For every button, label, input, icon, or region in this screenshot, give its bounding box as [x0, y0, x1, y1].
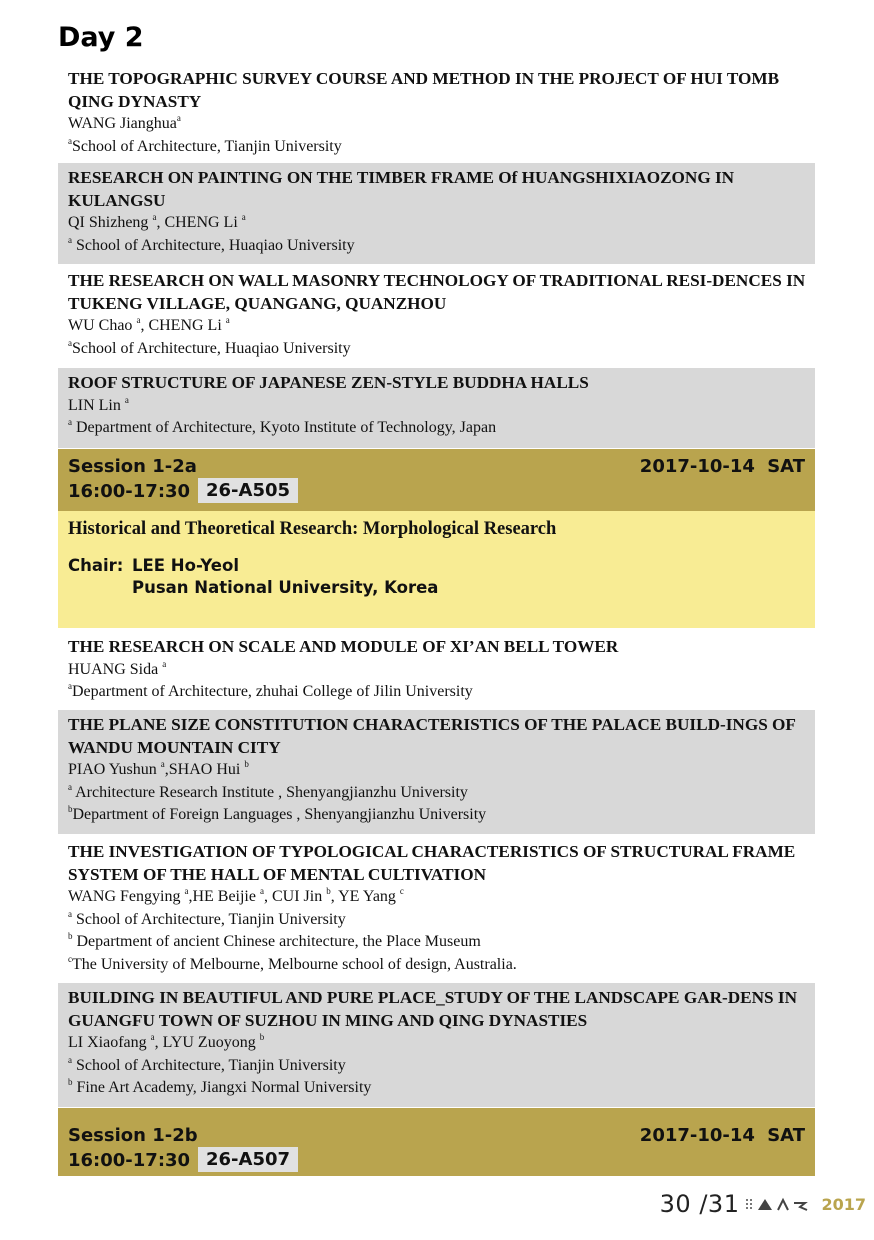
paper-authors: HUANG Sida $^a$: [68, 658, 167, 678]
paper-affiliation: $^a$ School of Architecture, Tianjin University: [68, 908, 346, 928]
paper-authors: QI Shizheng $^a$, CHENG Li $^a$: [68, 212, 246, 231]
session-time: 16:00-17:30: [68, 1150, 191, 1171]
paper-title: THE RESEARCH ON SCALE AND MODULE OF XI’AN BELL TOWER: [68, 637, 619, 656]
paper-entry: [58, 632, 815, 708]
conference-logo-icon: [745, 1193, 866, 1215]
paper-title: THE RESEARCH ON WALL MASONRY TECHNOLOGY OF TRADITIONAL RESI-DENCES IN TUKENG VILLAGE, QUANGANG, QUANZHOU: [68, 271, 806, 313]
paper-entry: [58, 983, 815, 1107]
paper-affiliation: $^c$The University of Melbourne, Melbourne school of design, Australia.: [68, 953, 517, 973]
paper-authors: WANG Jianghua$^a$: [68, 113, 181, 132]
session-name: Session 1-2b: [68, 1125, 198, 1146]
paper-authors: LIN Lin $^a$: [68, 394, 129, 414]
paper-authors: LI Xiaofang $^a$, LYU Zuoyong $^b$: [68, 1032, 265, 1051]
paper-authors: WU Chao $^a$, CHENG Li $^a$: [68, 315, 230, 334]
paper-authors: WANG Fengying $^a$,HE Beijie $^a$, CUI Jin $^b$, YE Yang $^c$: [68, 886, 404, 905]
session-date: 2017-10-14 SAT: [639, 1125, 805, 1146]
paper-affiliation: $^a$ School of Architecture, Huaqiao University: [68, 234, 355, 254]
page-number: 30 /31: [659, 1190, 740, 1218]
paper-entry: [58, 710, 815, 834]
chair-label: Chair:: [68, 556, 124, 575]
paper-affiliation: $^a$Department of Architecture, zhuhai College of Jilin University: [68, 681, 473, 700]
session-header-a: [58, 449, 815, 511]
topic-title: Historical and Theoretical Research: Morphological Research: [68, 519, 557, 539]
chair-name: LEE Ho-Yeol: [132, 556, 239, 575]
paper-title: THE TOPOGRAPHIC SURVEY COURSE AND METHOD IN THE PROJECT OF HUI TOMB QING DYNASTY: [68, 69, 780, 111]
room-tag: 26-A507: [198, 1147, 298, 1172]
paper-affiliation: $^a$School of Architecture, Huaqiao University: [68, 337, 351, 357]
paper-affiliation: $^b$ Fine Art Academy, Jiangxi Normal University: [68, 1077, 372, 1096]
paper-affiliation: $^b$Department of Foreign Languages , Shenyangjianzhu University: [68, 804, 487, 823]
paper-affiliation: $^a$ Architecture Research Institute , Shenyangjianzhu University: [68, 781, 468, 801]
room-tag: 26-A505: [198, 478, 298, 503]
paper-affiliation: $^a$School of Architecture, Tianjin University: [68, 135, 342, 155]
session-topic: [58, 511, 815, 628]
page-footer: [660, 1188, 866, 1220]
paper-entry: [58, 64, 815, 160]
chair-affiliation: Pusan National University, Korea: [132, 578, 439, 597]
session-date: 2017-10-14 SAT: [639, 456, 805, 477]
footer-year: 2017: [821, 1194, 866, 1214]
paper-entry: [58, 368, 815, 448]
paper-affiliation: $^b$ Department of ancient Chinese architecture, the Place Museum: [68, 931, 481, 950]
session-time: 16:00-17:30: [68, 481, 191, 502]
paper-affiliation: $^a$ School of Architecture, Tianjin University: [68, 1054, 346, 1074]
paper-entry: [58, 837, 815, 981]
paper-authors: PIAO Yushun $^a$,SHAO Hui $^b$: [68, 759, 249, 778]
day-title: Day 2: [58, 22, 144, 53]
paper-title: BUILDING IN BEAUTIFUL AND PURE PLACE_STUDY OF THE LANDSCAPE GAR-DENS IN GUANGFU TOWN OF SUZHOU IN MING AND QING DYNASTIES: [68, 988, 797, 1030]
paper-title: ROOF STRUCTURE OF JAPANESE ZEN-STYLE BUDDHA HALLS: [68, 373, 589, 392]
paper-entry: [58, 266, 815, 366]
session-header-b: [58, 1108, 815, 1176]
paper-title: RESEARCH ON PAINTING ON THE TIMBER FRAME Of HUANGSHIXIAOZONG IN KULANGSU: [68, 168, 735, 210]
paper-affiliation: $^a$ Department of Architecture, Kyoto Institute of Technology, Japan: [68, 417, 497, 436]
paper-title: THE INVESTIGATION OF TYPOLOGICAL CHARACTERISTICS OF STRUCTURAL FRAME SYSTEM OF THE HALL OF MENTAL CULTIVATION: [68, 842, 796, 884]
paper-title: THE PLANE SIZE CONSTITUTION CHARACTERISTICS OF THE PALACE BUILD-INGS OF WANDU MOUNTAIN CITY: [68, 715, 796, 757]
session-name: Session 1-2a: [68, 456, 197, 477]
paper-entry: [58, 163, 815, 264]
